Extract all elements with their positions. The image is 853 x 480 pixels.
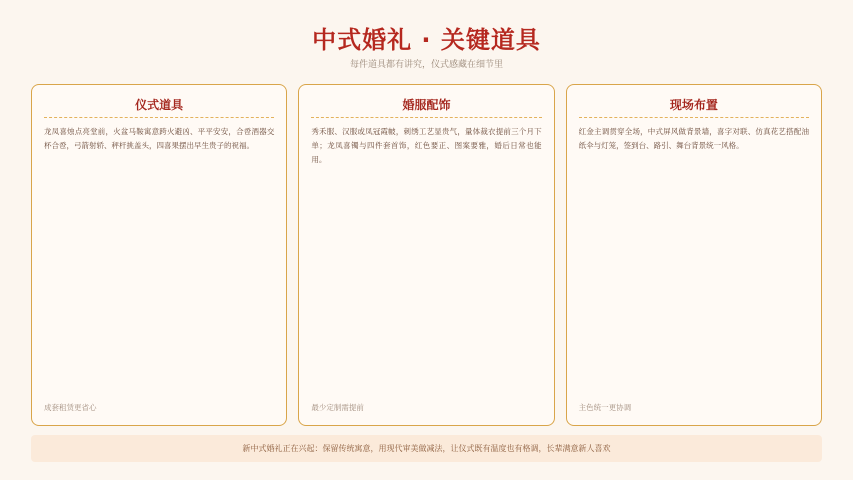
card-venue-decor (566, 84, 822, 426)
card-title: 婚服配饰 (402, 98, 451, 112)
card-body: 龙凤喜烛点亮堂前，火盆马鞍寓意跨火避凶、平平安安，合卺酒器交杯合卺，弓箭射轿、秤杆挑盖头，四喜果摆出早生贵子的祝福。 (44, 127, 275, 150)
card-divider (579, 117, 809, 118)
banner-text: 新中式婚礼正在兴起：保留传统寓意，用现代审美做减法，让仪式既有温度也有格调，长辈满意新人喜欢 (242, 444, 611, 453)
card-footer-note: 最少定制需提前 (311, 403, 364, 412)
page-subtitle: 每件道具都有讲究，仪式感藏在细节里 (349, 60, 503, 70)
page-title: 中式婚礼 · 关键道具 (312, 26, 541, 54)
footer-banner (31, 435, 822, 462)
card-title: 现场布置 (669, 98, 718, 112)
card-wedding-attire (298, 84, 554, 426)
card-footer-note: 主色统一更协调 (578, 403, 632, 412)
card-ritual-props (31, 84, 287, 426)
card-body: 红金主调贯穿全场，中式屏风做背景墙，喜字对联、仿真花艺搭配油纸伞与灯笼，签到台、路引、舞台背景统一风格。 (578, 127, 809, 150)
card-divider (311, 117, 541, 118)
card-title: 仪式道具 (135, 98, 184, 112)
card-body: 秀禾服、汉服或凤冠霞帔，刺绣工艺显贵气，量体裁衣提前三个月下单；龙凤喜镯与四件套首饰，红色要正、图案要雅，婚后日常也能用。 (311, 127, 542, 164)
card-footer-note: 成套租赁更省心 (44, 403, 97, 412)
card-divider (44, 117, 274, 118)
card-row (31, 84, 822, 426)
